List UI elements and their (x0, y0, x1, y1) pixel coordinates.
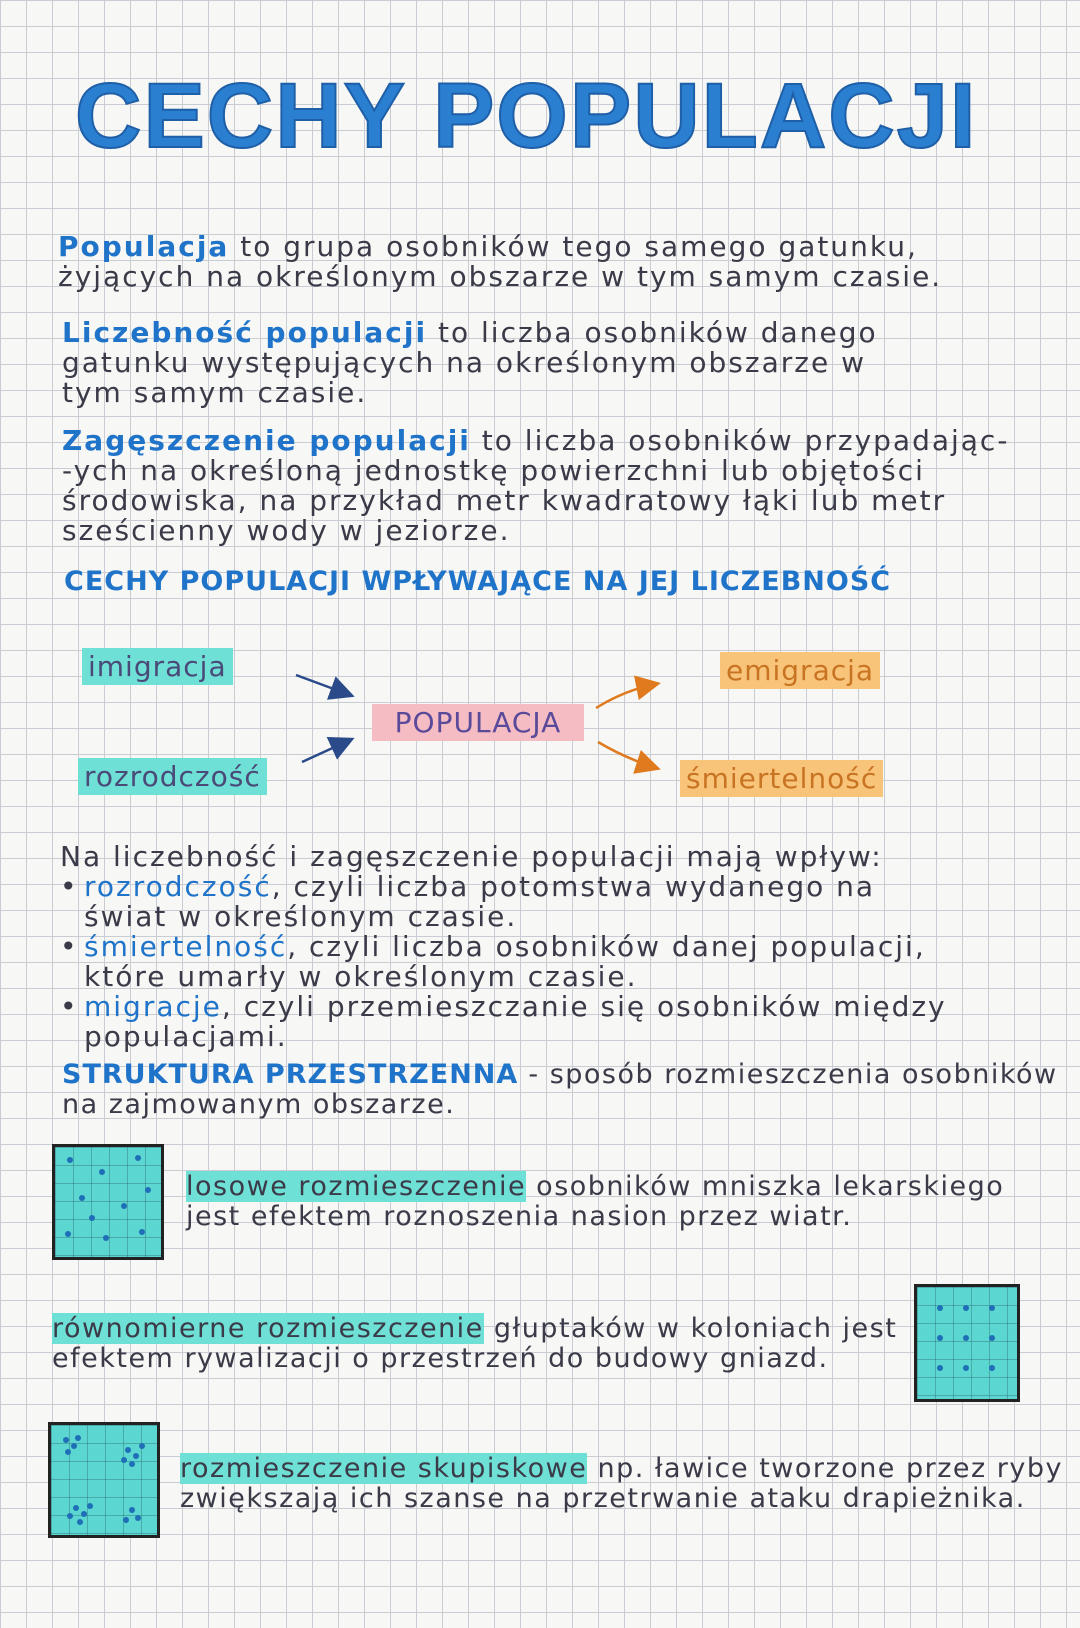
term-populacja: Populacja (58, 230, 230, 263)
random-distribution-illustration (52, 1144, 164, 1260)
definition-text: -ych na określoną jednostkę powierzchni lub objętości (62, 454, 925, 487)
label-imigracja: imigracja (82, 648, 233, 685)
list-item: • śmiertelność, czyli liczba osobników danej populacji, które umarły w określonym czasie. (60, 930, 926, 993)
arrow-rozrodczosc (302, 740, 350, 762)
random-term: losowe rozmieszczenie (186, 1171, 527, 1202)
uniform-term: równomierne rozmieszczenie (52, 1313, 484, 1344)
spatial-def-text: - sposób rozmieszczenia osobników (518, 1059, 1058, 1090)
bullet-text: które umarły w określonym czasie. (84, 960, 638, 993)
clumped-text: zwiększają ich szanse na przetrwanie ataku drapieżnika. (180, 1483, 1026, 1514)
bullet-text: świat w określonym czasie. (84, 900, 518, 933)
uniform-distribution-text (52, 1314, 897, 1374)
bullet-term: migracje (84, 990, 222, 1023)
arrow-smiertelnosc (598, 742, 656, 768)
label-rozrodczosc: rozrodczość (78, 758, 267, 795)
uniform-text: efektem rywalizacji o przestrzeń do budowy gniazd. (52, 1343, 829, 1374)
clumped-distribution-text (180, 1454, 1063, 1514)
term-zageszczenie: Zagęszczenie populacji (62, 424, 471, 457)
arrow-emigracja (596, 684, 656, 708)
bullet-term: rozrodczość (84, 870, 272, 903)
label-emigracja: emigracja (720, 652, 880, 689)
definition-text: sześcienny wody w jeziorze. (62, 514, 511, 547)
definition-text: to liczba osobników przypadając- (470, 424, 1010, 457)
definition-text: żyjących na określonym obszarze w tym samym czasie. (58, 260, 943, 293)
list-item: • migracje, czyli przemieszczanie się osobników między populacjami. (60, 990, 947, 1053)
definition-text: tym samym czasie. (62, 376, 368, 409)
definition-text: gatunku występujących na określonym obszarze w (62, 346, 866, 379)
uniform-text: głuptaków w koloniach jest (483, 1313, 898, 1344)
influence-intro: Na liczebność i zagęszczenie populacji mają wpływ: (60, 840, 883, 873)
label-smiertelnosc: śmiertelność (680, 760, 883, 797)
clumped-term: rozmieszczenie skupiskowe (180, 1453, 588, 1484)
bullet-term: śmiertelność (84, 930, 288, 963)
uniform-distribution-illustration (914, 1284, 1020, 1402)
arrow-imigracja (296, 675, 350, 695)
bullet-text: populacjami. (84, 1020, 288, 1053)
definition-text: to liczba osobników danego (427, 316, 878, 349)
clumped-text: np. ławice tworzone przez ryby (587, 1453, 1063, 1484)
clumped-distribution-illustration (48, 1422, 160, 1538)
random-text: jest efektem roznoszenia nasion przez wiatr. (186, 1201, 853, 1232)
features-heading: CECHY POPULACJI WPŁYWAJĄCE NA JEJ LICZEBNOŚĆ (64, 566, 892, 597)
spatial-definition (62, 1060, 1058, 1120)
spatial-def-text: na zajmowanym obszarze. (62, 1089, 456, 1120)
influence-section (60, 842, 947, 1052)
bullet-text: , czyli liczba osobników danej populacji, (287, 930, 926, 963)
list-item: • rozrodczość, czyli liczba potomstwa wydanego na świat w określonym czasie. (60, 870, 876, 933)
label-populacja-center: POPULACJA (372, 704, 584, 741)
definition-text: to grupa osobników tego samego gatunku, (229, 230, 918, 263)
definition-text: środowiska, na przykład metr kwadratowy łąki lub metr (62, 484, 947, 517)
page-title: CECHY POPULACJI (75, 65, 978, 167)
bullet-text: , czyli przemieszczanie się osobników między (221, 990, 947, 1023)
random-distribution-text (186, 1172, 1004, 1232)
random-text: osobników mniszka lekarskiego (526, 1171, 1005, 1202)
bullet-text: , czyli liczba potomstwa wydanego na (271, 870, 876, 903)
spatial-heading: STRUKTURA PRZESTRZENNA (62, 1059, 519, 1090)
term-liczebnosc: Liczebność populacji (62, 316, 428, 349)
